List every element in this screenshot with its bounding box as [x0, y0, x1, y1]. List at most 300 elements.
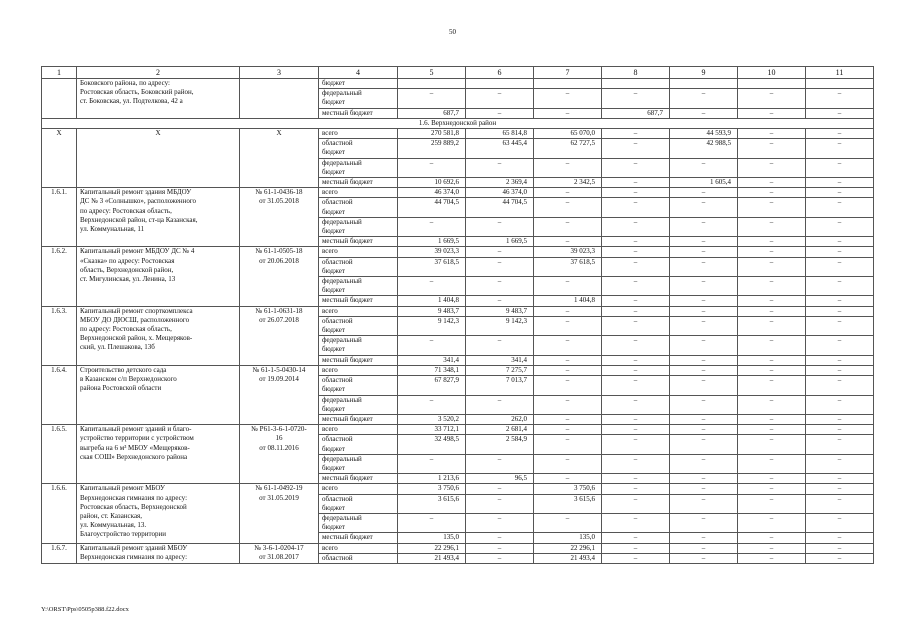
object-name: Капитальный ремонт зданий МБОУ Верхнедонская гимназия по адресу:: [77, 543, 240, 563]
value-cell: –: [602, 435, 670, 454]
value-cell: [466, 79, 534, 89]
value-cell: 65 070,0: [534, 129, 602, 139]
value-cell: 39 023,3: [398, 247, 466, 257]
value-cell: –: [670, 365, 738, 375]
value-cell: –: [738, 277, 806, 296]
value-cell: –: [534, 316, 602, 335]
value-cell: –: [602, 188, 670, 198]
value-cell: 44 704,5: [466, 198, 534, 217]
value-cell: –: [602, 454, 670, 473]
value-cell: –: [738, 158, 806, 177]
value-cell: –: [670, 395, 738, 414]
value-cell: 46 374,0: [466, 188, 534, 198]
value-cell: –: [738, 306, 806, 316]
value-cell: 65 814,8: [466, 129, 534, 139]
value-cell: –: [738, 543, 806, 553]
value-cell: –: [466, 89, 534, 108]
value-cell: –: [602, 376, 670, 395]
value-cell: –: [738, 425, 806, 435]
funding-source: местный бюджет: [319, 108, 398, 118]
value-cell: –: [670, 277, 738, 296]
project-doc: № 61-1-5-0430-14 от 19.09.2014: [240, 365, 319, 424]
table-body: [42, 67, 874, 564]
value-cell: –: [806, 257, 874, 276]
value-cell: –: [806, 198, 874, 217]
value-cell: –: [534, 355, 602, 365]
value-cell: –: [670, 474, 738, 484]
funding-source: местный бюджет: [319, 237, 398, 247]
funding-source: областной бюджет: [319, 376, 398, 395]
value-cell: 96,5: [466, 474, 534, 484]
value-cell: 687,7: [398, 108, 466, 118]
funding-source: федеральный бюджет: [319, 513, 398, 532]
value-cell: –: [806, 454, 874, 473]
header-cell: 10: [738, 67, 806, 79]
value-cell: –: [670, 257, 738, 276]
funding-source: местный бюджет: [319, 474, 398, 484]
funding-source: областной бюджет: [319, 494, 398, 513]
table-row: [42, 306, 874, 316]
value-cell: –: [738, 484, 806, 494]
table-row: [42, 425, 874, 435]
value-cell: 270 581,8: [398, 129, 466, 139]
value-cell: –: [738, 435, 806, 454]
value-cell: 63 445,4: [466, 139, 534, 158]
value-cell: –: [806, 178, 874, 188]
value-cell: –: [466, 454, 534, 473]
value-cell: –: [466, 296, 534, 306]
funding-source: всего: [319, 247, 398, 257]
value-cell: 2 584,9: [466, 435, 534, 454]
value-cell: –: [738, 494, 806, 513]
funding-source: местный бюджет: [319, 355, 398, 365]
value-cell: 46 374,0: [398, 188, 466, 198]
value-cell: –: [602, 237, 670, 247]
funding-source: местный бюджет: [319, 533, 398, 543]
object-name: Боковского района, по адресу: Ростовская область, Боковский район, ст. Боковская, ул. Подтелкова, 42 а: [77, 79, 240, 119]
value-cell: –: [670, 336, 738, 355]
table-row: [42, 188, 874, 198]
funding-source: всего: [319, 306, 398, 316]
value-cell: –: [806, 474, 874, 484]
value-cell: –: [466, 247, 534, 257]
value-cell: –: [738, 454, 806, 473]
value-cell: –: [738, 198, 806, 217]
funding-source: местный бюджет: [319, 414, 398, 424]
section-title: 1.6. Верхнедонской район: [42, 118, 874, 128]
value-cell: –: [534, 188, 602, 198]
value-cell: 22 296,1: [398, 543, 466, 553]
header-cell: 2: [77, 67, 240, 79]
value-cell: –: [602, 543, 670, 553]
table-row: [42, 484, 874, 494]
header-cell: 6: [466, 67, 534, 79]
value-cell: –: [602, 355, 670, 365]
value-cell: –: [602, 178, 670, 188]
value-cell: 3 615,6: [398, 494, 466, 513]
value-cell: –: [670, 89, 738, 108]
value-cell: –: [534, 158, 602, 177]
funding-source: всего: [319, 188, 398, 198]
value-cell: –: [534, 89, 602, 108]
header-cell: 11: [806, 67, 874, 79]
value-cell: –: [466, 336, 534, 355]
value-cell: –: [670, 425, 738, 435]
value-cell: –: [738, 89, 806, 108]
value-cell: 67 827,9: [398, 376, 466, 395]
value-cell: –: [738, 217, 806, 236]
value-cell: –: [806, 484, 874, 494]
value-cell: –: [806, 306, 874, 316]
funding-source: областной бюджет: [319, 316, 398, 335]
funding-source: областной бюджет: [319, 139, 398, 158]
value-cell: 1 669,5: [398, 237, 466, 247]
value-cell: –: [738, 316, 806, 335]
value-cell: –: [670, 553, 738, 563]
value-cell: –: [738, 376, 806, 395]
value-cell: 39 023,3: [534, 247, 602, 257]
value-cell: –: [602, 474, 670, 484]
value-cell: –: [670, 306, 738, 316]
object-name: X: [77, 129, 240, 188]
value-cell: 3 615,6: [534, 494, 602, 513]
value-cell: –: [806, 158, 874, 177]
value-cell: 44 704,5: [398, 198, 466, 217]
file-path-footer: Y:\ORST\Pps\0505p388.f22.docx: [41, 606, 129, 613]
value-cell: –: [670, 543, 738, 553]
value-cell: –: [602, 494, 670, 513]
value-cell: –: [602, 217, 670, 236]
value-cell: 2 681,4: [466, 425, 534, 435]
value-cell: [602, 79, 670, 89]
row-code: 1.6.6.: [42, 484, 77, 543]
funding-source: всего: [319, 425, 398, 435]
table-row: [42, 365, 874, 375]
value-cell: –: [534, 435, 602, 454]
value-cell: –: [738, 178, 806, 188]
funding-source: всего: [319, 543, 398, 553]
value-cell: –: [670, 217, 738, 236]
value-cell: 37 618,5: [534, 257, 602, 276]
value-cell: –: [466, 553, 534, 563]
value-cell: –: [602, 296, 670, 306]
value-cell: –: [602, 198, 670, 217]
value-cell: –: [466, 217, 534, 236]
value-cell: –: [738, 553, 806, 563]
value-cell: [398, 79, 466, 89]
value-cell: –: [738, 365, 806, 375]
object-name: Капитальный ремонт спорткомплекса МБОУ ДО ДЮСШ, расположенного по адресу: Ростовская область, Верхнедонской район, х. Мещеряков- ский, ул. Плешакова, 13б: [77, 306, 240, 365]
value-cell: 1 605,4: [670, 178, 738, 188]
funding-source: областной бюджет: [319, 257, 398, 276]
value-cell: –: [806, 494, 874, 513]
value-cell: –: [602, 316, 670, 335]
value-cell: –: [398, 217, 466, 236]
value-cell: –: [806, 543, 874, 553]
value-cell: 9 142,3: [466, 316, 534, 335]
value-cell: –: [602, 513, 670, 532]
object-name: Капитальный ремонт здания МБДОУ ДС № 3 «Солнышко», расположенного по адресу: Ростовская область, Верхнедонской район, ст-ца Казанская, ул. Коммунальная, 11: [77, 188, 240, 247]
value-cell: 22 296,1: [534, 543, 602, 553]
value-cell: 9 483,7: [398, 306, 466, 316]
header-cell: 9: [670, 67, 738, 79]
value-cell: –: [534, 454, 602, 473]
value-cell: –: [806, 188, 874, 198]
project-doc: № 61-1-0436-18 от 31.05.2018: [240, 188, 319, 247]
value-cell: –: [602, 247, 670, 257]
value-cell: 341,4: [466, 355, 534, 365]
value-cell: –: [602, 365, 670, 375]
value-cell: –: [534, 376, 602, 395]
value-cell: –: [602, 277, 670, 296]
value-cell: –: [670, 494, 738, 513]
value-cell: –: [806, 296, 874, 306]
value-cell: –: [670, 188, 738, 198]
value-cell: –: [398, 454, 466, 473]
header-row: [42, 67, 874, 79]
funding-source: федеральный бюджет: [319, 277, 398, 296]
value-cell: 32 498,5: [398, 435, 466, 454]
value-cell: –: [466, 158, 534, 177]
value-cell: 687,7: [602, 108, 670, 118]
header-cell: 5: [398, 67, 466, 79]
value-cell: 1 404,8: [534, 296, 602, 306]
value-cell: –: [534, 306, 602, 316]
value-cell: 2 369,4: [466, 178, 534, 188]
value-cell: 37 618,5: [398, 257, 466, 276]
value-cell: –: [466, 395, 534, 414]
value-cell: [806, 79, 874, 89]
value-cell: –: [806, 376, 874, 395]
value-cell: –: [602, 89, 670, 108]
value-cell: 9 142,3: [398, 316, 466, 335]
value-cell: –: [670, 355, 738, 365]
row-code: 1.6.5.: [42, 425, 77, 484]
table-row: [42, 543, 874, 553]
value-cell: [670, 79, 738, 89]
funding-source: бюджет: [319, 79, 398, 89]
table-row: [42, 129, 874, 139]
header-cell: 3: [240, 67, 319, 79]
value-cell: 33 712,1: [398, 425, 466, 435]
value-cell: –: [738, 247, 806, 257]
value-cell: 341,4: [398, 355, 466, 365]
value-cell: –: [738, 355, 806, 365]
value-cell: 262,0: [466, 414, 534, 424]
value-cell: –: [670, 484, 738, 494]
funding-source: всего: [319, 129, 398, 139]
value-cell: –: [670, 108, 738, 118]
value-cell: –: [806, 237, 874, 247]
value-cell: –: [806, 336, 874, 355]
value-cell: –: [806, 435, 874, 454]
value-cell: 71 348,1: [398, 365, 466, 375]
value-cell: 1 213,6: [398, 474, 466, 484]
value-cell: –: [602, 484, 670, 494]
value-cell: –: [670, 376, 738, 395]
value-cell: –: [534, 414, 602, 424]
value-cell: –: [466, 513, 534, 532]
value-cell: –: [466, 494, 534, 513]
value-cell: –: [602, 395, 670, 414]
funding-source: местный бюджет: [319, 296, 398, 306]
funding-source: федеральный бюджет: [319, 336, 398, 355]
value-cell: –: [602, 306, 670, 316]
value-cell: –: [534, 513, 602, 532]
value-cell: –: [738, 513, 806, 532]
value-cell: 9 483,7: [466, 306, 534, 316]
funding-source: областной бюджет: [319, 198, 398, 217]
value-cell: –: [466, 533, 534, 543]
value-cell: –: [738, 533, 806, 543]
value-cell: –: [398, 277, 466, 296]
object-name: Капитальный ремонт МБДОУ ДС № 4 «Сказка» по адресу: Ростовская область, Верхнедонской район, ст. Мигулинская, ул. Ленина, 13: [77, 247, 240, 306]
row-code: X: [42, 129, 77, 188]
value-cell: –: [534, 198, 602, 217]
object-name: Капитальный ремонт зданий и благо- устройство территории с устройством выгреба на 6 м³ МБОУ «Мещеряков- ская СОШ» Верхнедонского района: [77, 425, 240, 484]
value-cell: –: [602, 425, 670, 435]
value-cell: –: [738, 336, 806, 355]
value-cell: –: [806, 513, 874, 532]
value-cell: –: [466, 484, 534, 494]
value-cell: –: [670, 435, 738, 454]
value-cell: [534, 79, 602, 89]
value-cell: –: [534, 108, 602, 118]
value-cell: 2 342,5: [534, 178, 602, 188]
value-cell: –: [602, 533, 670, 543]
value-cell: –: [602, 553, 670, 563]
value-cell: –: [670, 533, 738, 543]
value-cell: 21 493,4: [534, 553, 602, 563]
section-row: [42, 118, 874, 128]
value-cell: –: [670, 513, 738, 532]
value-cell: –: [534, 277, 602, 296]
value-cell: –: [738, 474, 806, 484]
value-cell: –: [738, 395, 806, 414]
page-number: 50: [449, 28, 456, 36]
project-doc: X: [240, 129, 319, 188]
value-cell: 7 013,7: [466, 376, 534, 395]
row-code: [42, 79, 77, 119]
value-cell: –: [398, 89, 466, 108]
value-cell: –: [806, 365, 874, 375]
value-cell: 3 750,6: [534, 484, 602, 494]
value-cell: –: [806, 217, 874, 236]
project-doc: № 61-1-0631-18 от 26.07.2018: [240, 306, 319, 365]
value-cell: –: [806, 533, 874, 543]
budget-table: [41, 66, 874, 564]
value-cell: 1 404,8: [398, 296, 466, 306]
value-cell: –: [466, 543, 534, 553]
funding-source: областной бюджет: [319, 435, 398, 454]
value-cell: –: [738, 129, 806, 139]
value-cell: –: [602, 129, 670, 139]
value-cell: –: [602, 158, 670, 177]
value-cell: –: [806, 139, 874, 158]
value-cell: –: [602, 414, 670, 424]
value-cell: [738, 79, 806, 89]
value-cell: –: [602, 336, 670, 355]
value-cell: 1 669,5: [466, 237, 534, 247]
value-cell: –: [466, 108, 534, 118]
row-code: 1.6.1.: [42, 188, 77, 247]
table-row: [42, 79, 874, 89]
header-cell: 1: [42, 67, 77, 79]
value-cell: 135,0: [398, 533, 466, 543]
value-cell: 135,0: [534, 533, 602, 543]
value-cell: –: [398, 513, 466, 532]
table-row: [42, 247, 874, 257]
value-cell: –: [738, 296, 806, 306]
value-cell: –: [806, 247, 874, 257]
project-doc: № 61-1-0505-18 от 20.06.2018: [240, 247, 319, 306]
value-cell: –: [670, 158, 738, 177]
value-cell: –: [738, 257, 806, 276]
value-cell: –: [806, 277, 874, 296]
value-cell: –: [670, 247, 738, 257]
object-name: Строительство детского сада в Казанском с/п Верхнедонского района Ростовской области: [77, 365, 240, 424]
row-code: 1.6.3.: [42, 306, 77, 365]
value-cell: –: [806, 316, 874, 335]
funding-source: всего: [319, 365, 398, 375]
value-cell: –: [534, 395, 602, 414]
value-cell: –: [738, 414, 806, 424]
value-cell: –: [670, 296, 738, 306]
value-cell: 3 750,6: [398, 484, 466, 494]
header-cell: 4: [319, 67, 398, 79]
value-cell: –: [670, 414, 738, 424]
value-cell: –: [534, 336, 602, 355]
row-code: 1.6.4.: [42, 365, 77, 424]
value-cell: –: [738, 237, 806, 247]
funding-source: федеральный бюджет: [319, 158, 398, 177]
value-cell: –: [738, 108, 806, 118]
project-doc: № 3-6-1-0204-17 от 31.08.2017: [240, 543, 319, 563]
value-cell: –: [670, 316, 738, 335]
value-cell: 62 727,5: [534, 139, 602, 158]
value-cell: –: [806, 355, 874, 365]
value-cell: 10 692,6: [398, 178, 466, 188]
value-cell: 44 593,9: [670, 129, 738, 139]
value-cell: –: [738, 139, 806, 158]
value-cell: –: [670, 237, 738, 247]
header-cell: 7: [534, 67, 602, 79]
project-doc: [240, 79, 319, 119]
value-cell: –: [602, 139, 670, 158]
value-cell: 3 520,2: [398, 414, 466, 424]
value-cell: –: [534, 425, 602, 435]
value-cell: –: [534, 237, 602, 247]
row-code: 1.6.2.: [42, 247, 77, 306]
value-cell: 21 493,4: [398, 553, 466, 563]
value-cell: –: [806, 553, 874, 563]
value-cell: –: [738, 188, 806, 198]
value-cell: 42 988,5: [670, 139, 738, 158]
value-cell: –: [806, 108, 874, 118]
project-doc: № Р61-3-6-1-0720- 16 от 08.11.2016: [240, 425, 319, 484]
value-cell: –: [806, 89, 874, 108]
value-cell: –: [806, 129, 874, 139]
value-cell: –: [670, 454, 738, 473]
value-cell: –: [806, 425, 874, 435]
funding-source: федеральный бюджет: [319, 395, 398, 414]
value-cell: 7 275,7: [466, 365, 534, 375]
funding-source: федеральный бюджет: [319, 454, 398, 473]
value-cell: –: [466, 257, 534, 276]
value-cell: –: [534, 217, 602, 236]
value-cell: –: [398, 395, 466, 414]
row-code: 1.6.7.: [42, 543, 77, 563]
